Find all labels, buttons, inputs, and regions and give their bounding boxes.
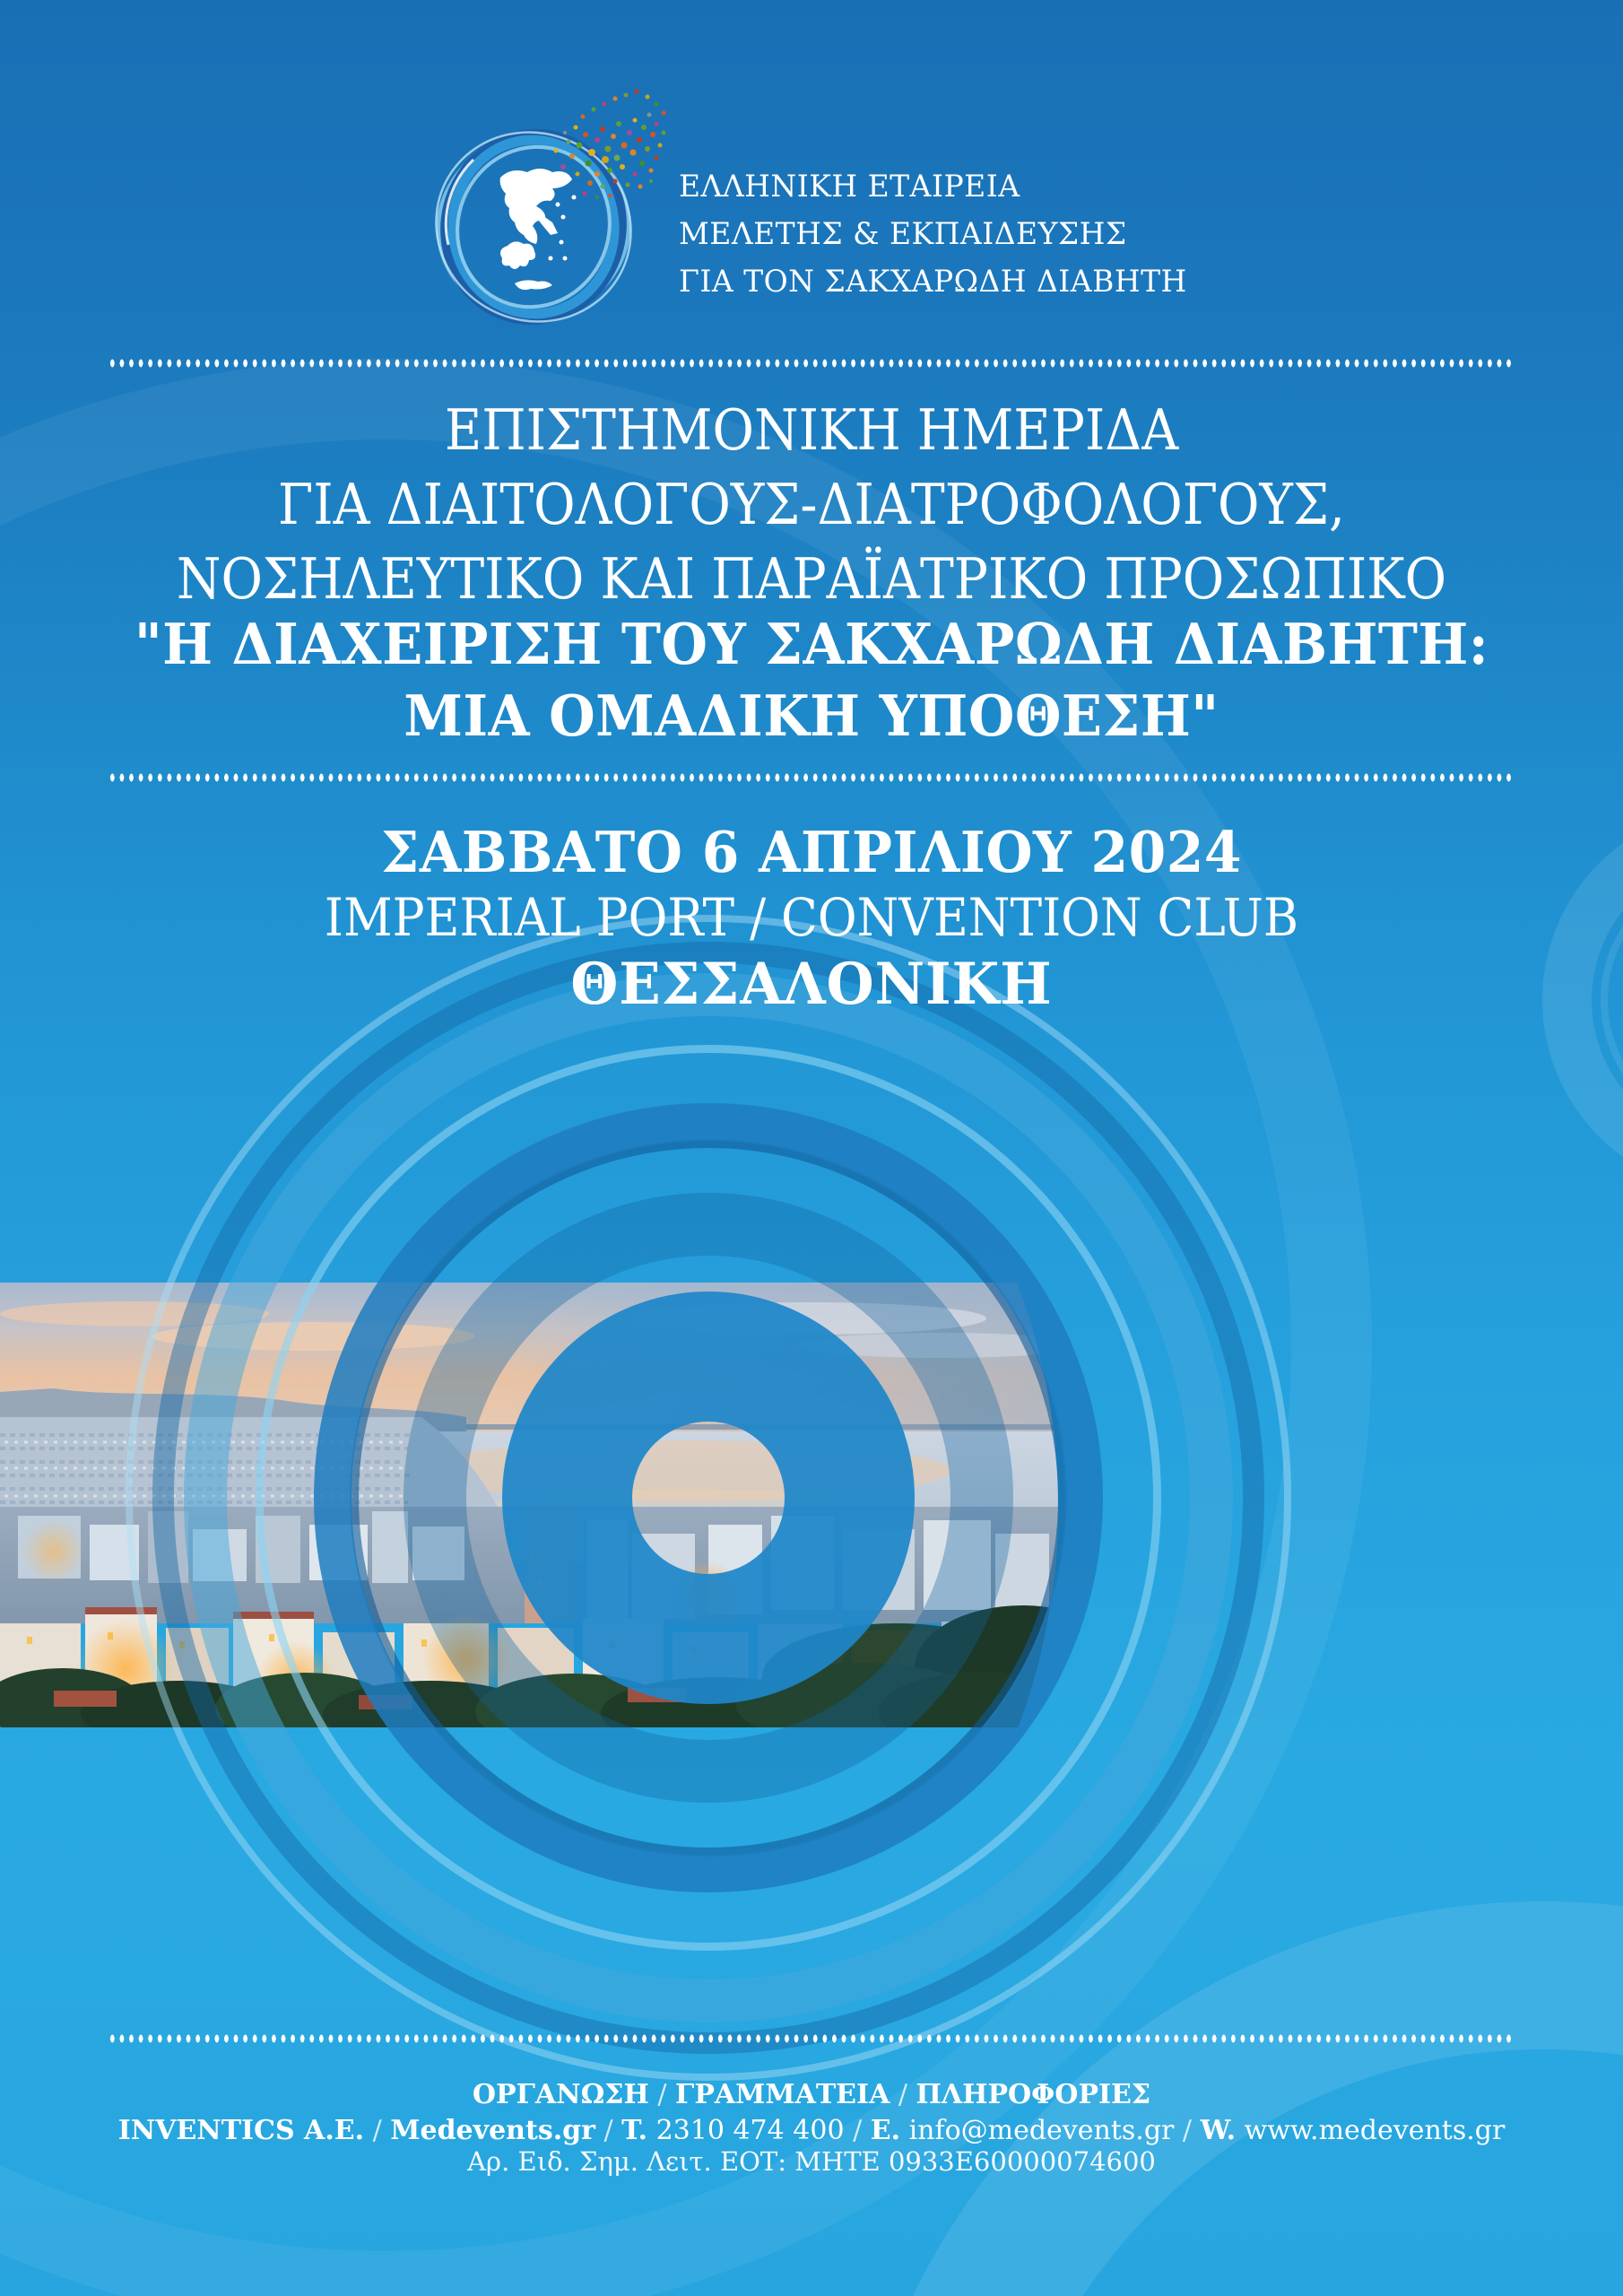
dotted-divider-top (108, 359, 1515, 368)
event-audience-line-1: ΕΠΙΣΤΗΜΟΝΙΚΗ ΗΜΕΡΙΔΑ (444, 397, 1179, 463)
decorative-ring-right-inner (1601, 865, 1623, 1135)
footer-eot-registration: Αρ. Ειδ. Σημ. Λειτ. ΕΟΤ: ΜΗΤΕ 0933Ε60000074600 (467, 2146, 1156, 2177)
thessaloniki-photo-graphic (0, 1283, 1130, 1727)
society-name-line-2: ΜΕΛΕΤΗΣ & ΕΚΠΑΙΔΕΥΣΗΣ (679, 216, 1127, 252)
society-logo (421, 70, 690, 339)
event-title-line-2: ΜΙΑ ΟΜΑΔΙΚΗ ΥΠΟΘΕΣΗ" (404, 683, 1219, 749)
event-title (0, 608, 1623, 752)
event-audience-line-3: ΝΟΣΗΛΕΥΤΙΚΟ ΚΑΙ ΠΑΡΑΪΑΤΡΙΚΟ ΠΡΟΣΩΠΙΚΟ (176, 546, 1447, 612)
footer-contact-line: INVENTICS A.E. / Medevents.gr / T. 2310 474 400 / E. info@medevents.gr / W. www.medevents.gr (117, 2115, 1506, 2146)
logo-greece-map (500, 169, 577, 290)
event-date: ΣΑΒΒΑΤΟ 6 ΑΠΡΙΛΙΟΥ 2024 (381, 819, 1242, 885)
event-audience (0, 393, 1623, 616)
thessaloniki-photo (0, 1283, 1623, 1727)
event-venue: IMPERIAL PORT / CONVENTION CLUB (324, 887, 1299, 948)
society-name-line-3: ΓΙΑ ΤΟΝ ΣΑΚΧΑΡΩΔΗ ΔΙΑΒΗΤΗ (679, 264, 1187, 300)
society-name (679, 163, 1187, 306)
dotted-divider-middle (108, 773, 1515, 782)
event-audience-line-2: ΓΙΑ ΔΙΑΙΤΟΛΟΓΟΥΣ-ΔΙΑΤΡΟΦΟΛΟΓΟΥΣ, (277, 472, 1346, 537)
society-name-line-1: ΕΛΛΗΝΙΚΗ ΕΤΑΙΡΕΙΑ (679, 169, 1020, 204)
footer-organisation-heading: ΟΡΓΑΝΩΣΗ / ΓΡΑΜΜΑΤΕΙΑ / ΠΛΗΡΟΦΟΡΙΕΣ (472, 2079, 1151, 2110)
event-title-line-1: "Η ΔΙΑΧΕΙΡΙΣΗ ΤΟΥ ΣΑΚΧΑΡΩΔΗ ΔΙΑΒΗΤΗ: (134, 611, 1489, 677)
dotted-divider-bottom (108, 2034, 1515, 2043)
event-city: ΘΕΣΣΑΛΟΝΙΚΗ (570, 951, 1053, 1018)
